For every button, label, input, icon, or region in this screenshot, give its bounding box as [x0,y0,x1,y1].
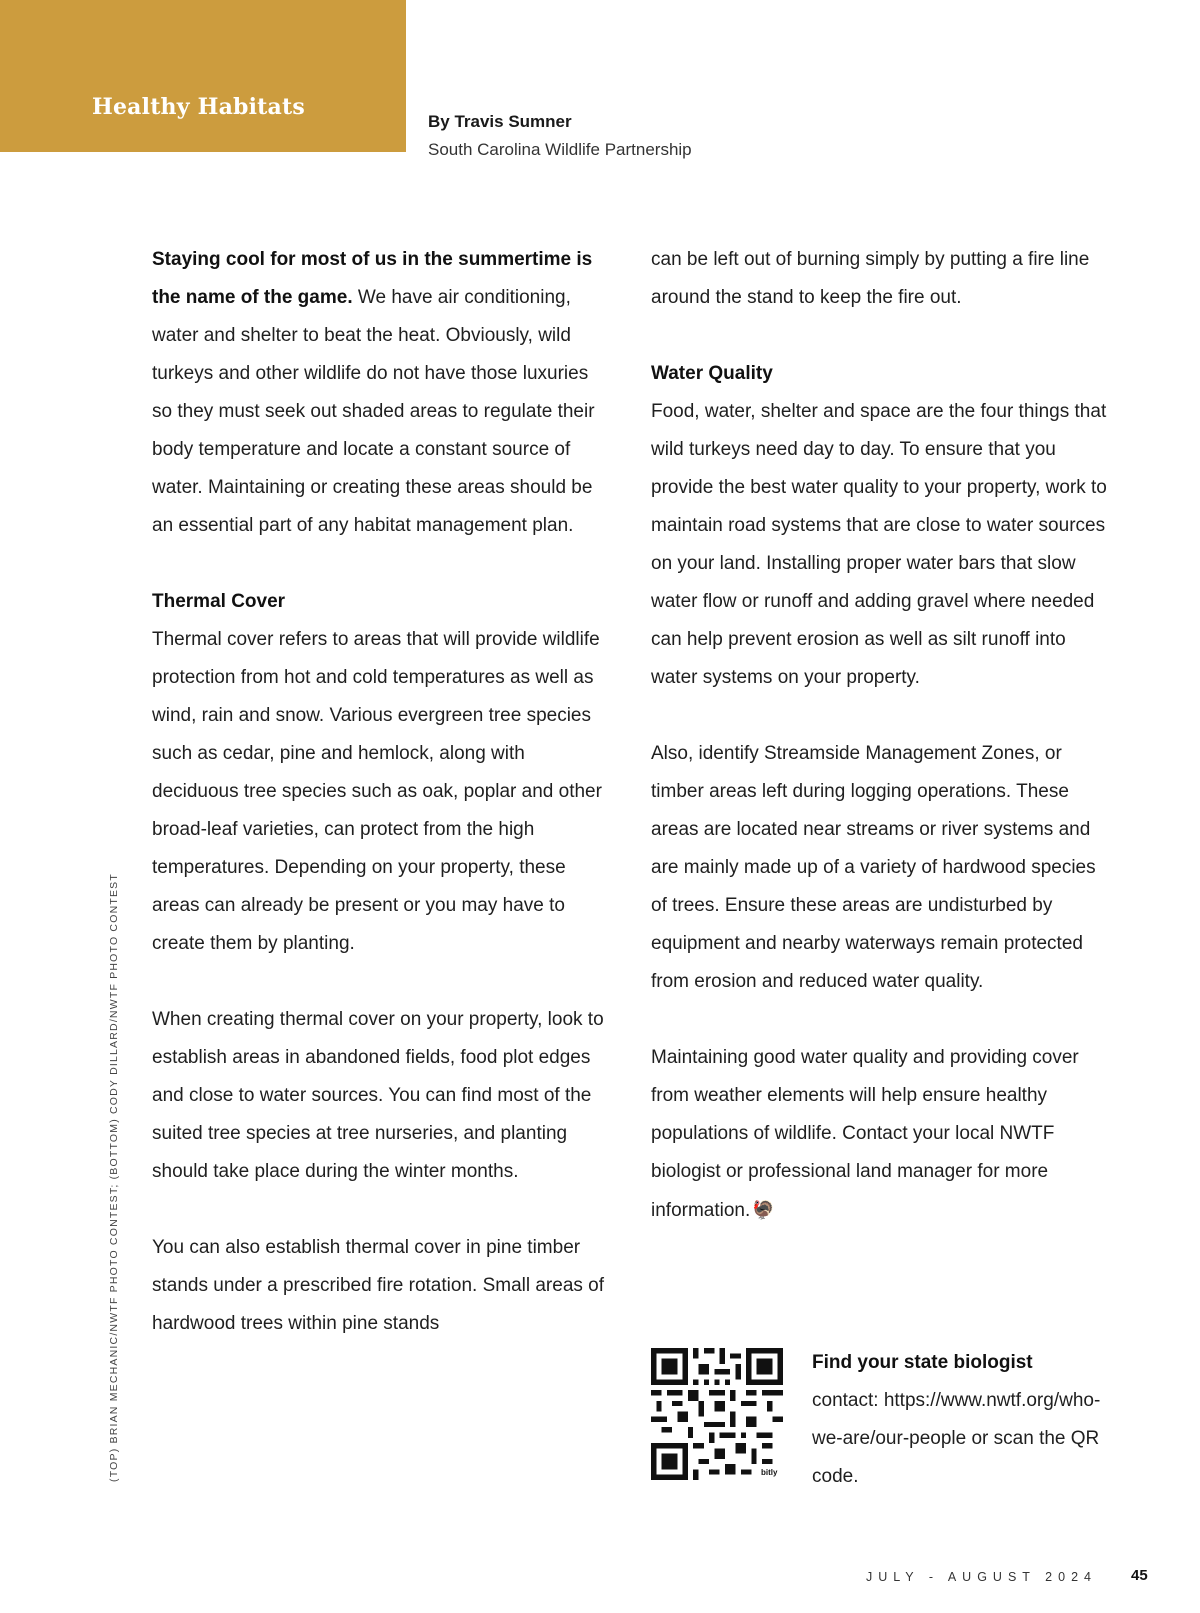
biologist-contact-block [651,1344,1111,1504]
biologist-heading: Find your state biologist [812,1352,1033,1373]
water-quality-heading: Water Quality [651,363,773,384]
author-name: By Travis Sumner [428,112,572,131]
water-quality-paragraph-3-text: Maintaining good water quality and providing cover from weather elements will help ensure healthy populations of wildlife. Contact your local NWTF biologist or professional land manager for more information. [651,1047,1079,1221]
water-quality-paragraph-1: Food, water, shelter and space are the four things that wild turkeys need day to day. To ensure that you provide the best water quality to your property, work to maintain road systems that are close to water sources on your land. Installing proper water bars that slow water flow or runoff and adding gravel where needed can help prevent erosion as well as silt runoff into water systems on your property. [651,401,1107,688]
lead-sentence: Staying cool for most of us in the summertime is the name of the game. [152,249,593,308]
thermal-cover-paragraph-1: Thermal cover refers to areas that will provide wildlife protection from hot and cold temperatures as well as wind, rain and snow. Various evergreen tree species such as cedar, pine and hemlock, along with deciduous tree species such as oak, poplar and other broad-leaf varieties, can protect from the high temperatures. Depending on your property, these areas can already be present or you may have to create them by planting. [152,629,602,954]
intro-text: We have air conditioning, water and shelter to beat the heat. Obviously, wild turkeys and other wildlife do not have those luxuries so they must seek out shaded areas to regulate their body temperature and locate a constant source of water. Maintaining or creating these areas should be an essential part of any habitat management plan. [152,287,595,536]
thermal-cover-heading: Thermal Cover [152,591,286,612]
thermal-cover-paragraph-3: You can also establish thermal cover in pine timber stands under a prescribed fire rotation. Small areas of hardwood trees within pine stands [152,1237,605,1334]
section-title: Healthy Habitats [92,94,305,120]
water-quality-paragraph-3 [651,1039,1111,1230]
author-affiliation: South Carolina Wildlife Partnership [428,140,692,159]
water-quality-paragraph-2: Also, identify Streamside Management Zones, or timber areas left during logging operations. These areas are located near streams or river systems and are mainly made up of a variety of hardwood species of trees. Ensure these areas are undisturbed by equipment and nearby waterways remain protected from erosion and reduced water quality. [651,743,1096,992]
turkey-icon: 🦃 [752,1200,775,1220]
article-column-left [152,241,612,1381]
biologist-contact-text [812,1344,1111,1496]
intro-paragraph [152,241,612,545]
page-number: 45 [1131,1567,1148,1584]
section-banner [0,0,406,152]
issue-date: JULY - AUGUST 2024 [866,1570,1097,1584]
byline [428,108,692,164]
qr-code[interactable] [651,1348,783,1480]
qr-brand-label: bitly [761,1468,778,1477]
biologist-contact-link[interactable]: contact: https://www.nwtf.org/who-we-are/our-people or scan the QR code. [812,1390,1101,1487]
thermal-cover-paragraph-2: When creating thermal cover on your property, look to establish areas in abandoned fields, food plot edges and close to water sources. You can find most of the suited tree species at tree nurseries, and planting should take place during the winter months. [152,1009,604,1182]
photo-credit: (TOP) BRIAN MECHANIC/NWTF PHOTO CONTEST; (BOTTOM) CODY DILLARD/NWTF PHOTO CONTEST [108,873,120,1482]
article-column-right [651,241,1111,1268]
thermal-cover-paragraph-3-continued: can be left out of burning simply by putting a fire line around the stand to keep the fire out. [651,249,1090,308]
